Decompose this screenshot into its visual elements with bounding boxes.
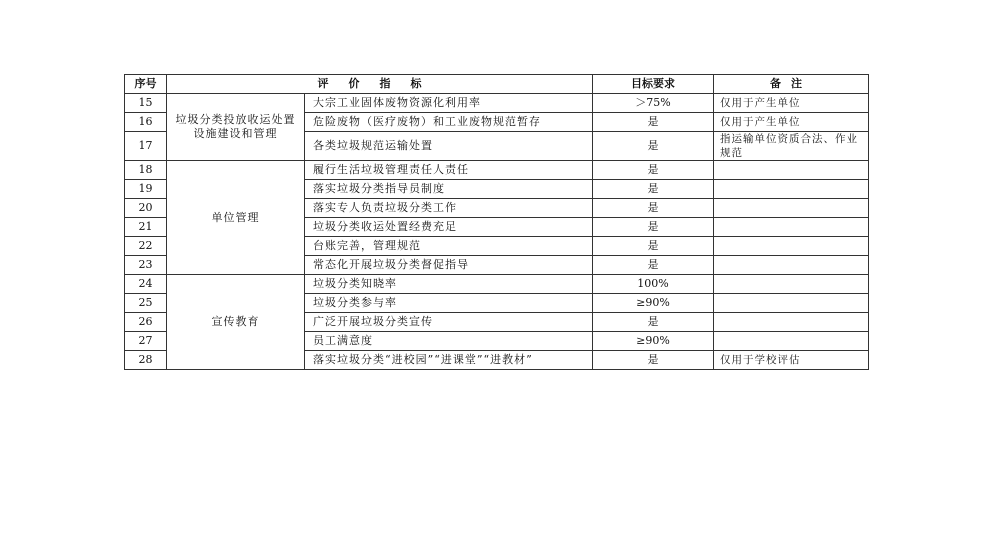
- row-indicator: 落实专人负责垃圾分类工作: [305, 199, 593, 218]
- row-target: ＞75%: [593, 94, 714, 113]
- row-indicator: 台账完善，管理规范: [305, 237, 593, 256]
- header-target: 目标要求: [593, 75, 714, 94]
- row-indicator: 各类垃圾规范运输处置: [305, 132, 593, 161]
- category-cell: 垃圾分类投放收运处置设施建设和管理: [167, 94, 305, 161]
- row-target: 是: [593, 180, 714, 199]
- row-seq: 23: [125, 256, 167, 275]
- row-seq: 28: [125, 351, 167, 370]
- row-indicator: 垃圾分类参与率: [305, 294, 593, 313]
- table-row: [125, 275, 869, 294]
- row-target: 是: [593, 351, 714, 370]
- row-indicator: 危险废物（医疗废物）和工业废物规范暂存: [305, 113, 593, 132]
- row-indicator: 落实垃圾分类指导员制度: [305, 180, 593, 199]
- row-indicator: 常态化开展垃圾分类督促指导: [305, 256, 593, 275]
- row-indicator: 广泛开展垃圾分类宣传: [305, 313, 593, 332]
- row-seq: 17: [125, 132, 167, 161]
- row-seq: 27: [125, 332, 167, 351]
- row-note: [714, 180, 869, 199]
- row-seq: 24: [125, 275, 167, 294]
- row-indicator: 垃圾分类知晓率: [305, 275, 593, 294]
- evaluation-table: [124, 74, 869, 370]
- row-seq: 22: [125, 237, 167, 256]
- row-note: [714, 199, 869, 218]
- row-target: 是: [593, 132, 714, 161]
- row-note: 仅用于产生单位: [714, 94, 869, 113]
- row-target: ≥90%: [593, 294, 714, 313]
- row-seq: 25: [125, 294, 167, 313]
- row-seq: 15: [125, 94, 167, 113]
- row-note: 仅用于产生单位: [714, 113, 869, 132]
- row-note: [714, 275, 869, 294]
- row-note: 指运输单位资质合法、作业规范: [714, 132, 869, 161]
- header-row: [125, 75, 869, 94]
- row-indicator: 大宗工业固体废物资源化利用率: [305, 94, 593, 113]
- category-cell: 宣传教育: [167, 275, 305, 370]
- table-row: [125, 94, 869, 113]
- row-target: 100%: [593, 275, 714, 294]
- row-target: 是: [593, 218, 714, 237]
- row-indicator: 员工满意度: [305, 332, 593, 351]
- table-row: [125, 161, 869, 180]
- row-target: 是: [593, 161, 714, 180]
- row-seq: 21: [125, 218, 167, 237]
- row-seq: 18: [125, 161, 167, 180]
- row-target: ≥90%: [593, 332, 714, 351]
- row-target: 是: [593, 237, 714, 256]
- row-target: 是: [593, 113, 714, 132]
- row-seq: 26: [125, 313, 167, 332]
- row-seq: 16: [125, 113, 167, 132]
- row-target: 是: [593, 313, 714, 332]
- row-seq: 20: [125, 199, 167, 218]
- row-note: [714, 256, 869, 275]
- row-note: [714, 332, 869, 351]
- row-note: [714, 313, 869, 332]
- row-indicator: 落实垃圾分类“进校园”“进课堂”“进教材”: [305, 351, 593, 370]
- row-note: [714, 237, 869, 256]
- row-note: [714, 218, 869, 237]
- row-indicator: 垃圾分类收运处置经费充足: [305, 218, 593, 237]
- header-note: 备注: [714, 75, 869, 94]
- row-indicator: 履行生活垃圾管理责任人责任: [305, 161, 593, 180]
- row-target: 是: [593, 199, 714, 218]
- row-note: [714, 161, 869, 180]
- row-note: 仅用于学校评估: [714, 351, 869, 370]
- header-seq: 序号: [125, 75, 167, 94]
- header-indicator: 评价指标: [167, 75, 593, 94]
- row-note: [714, 294, 869, 313]
- row-seq: 19: [125, 180, 167, 199]
- row-target: 是: [593, 256, 714, 275]
- category-cell: 单位管理: [167, 161, 305, 275]
